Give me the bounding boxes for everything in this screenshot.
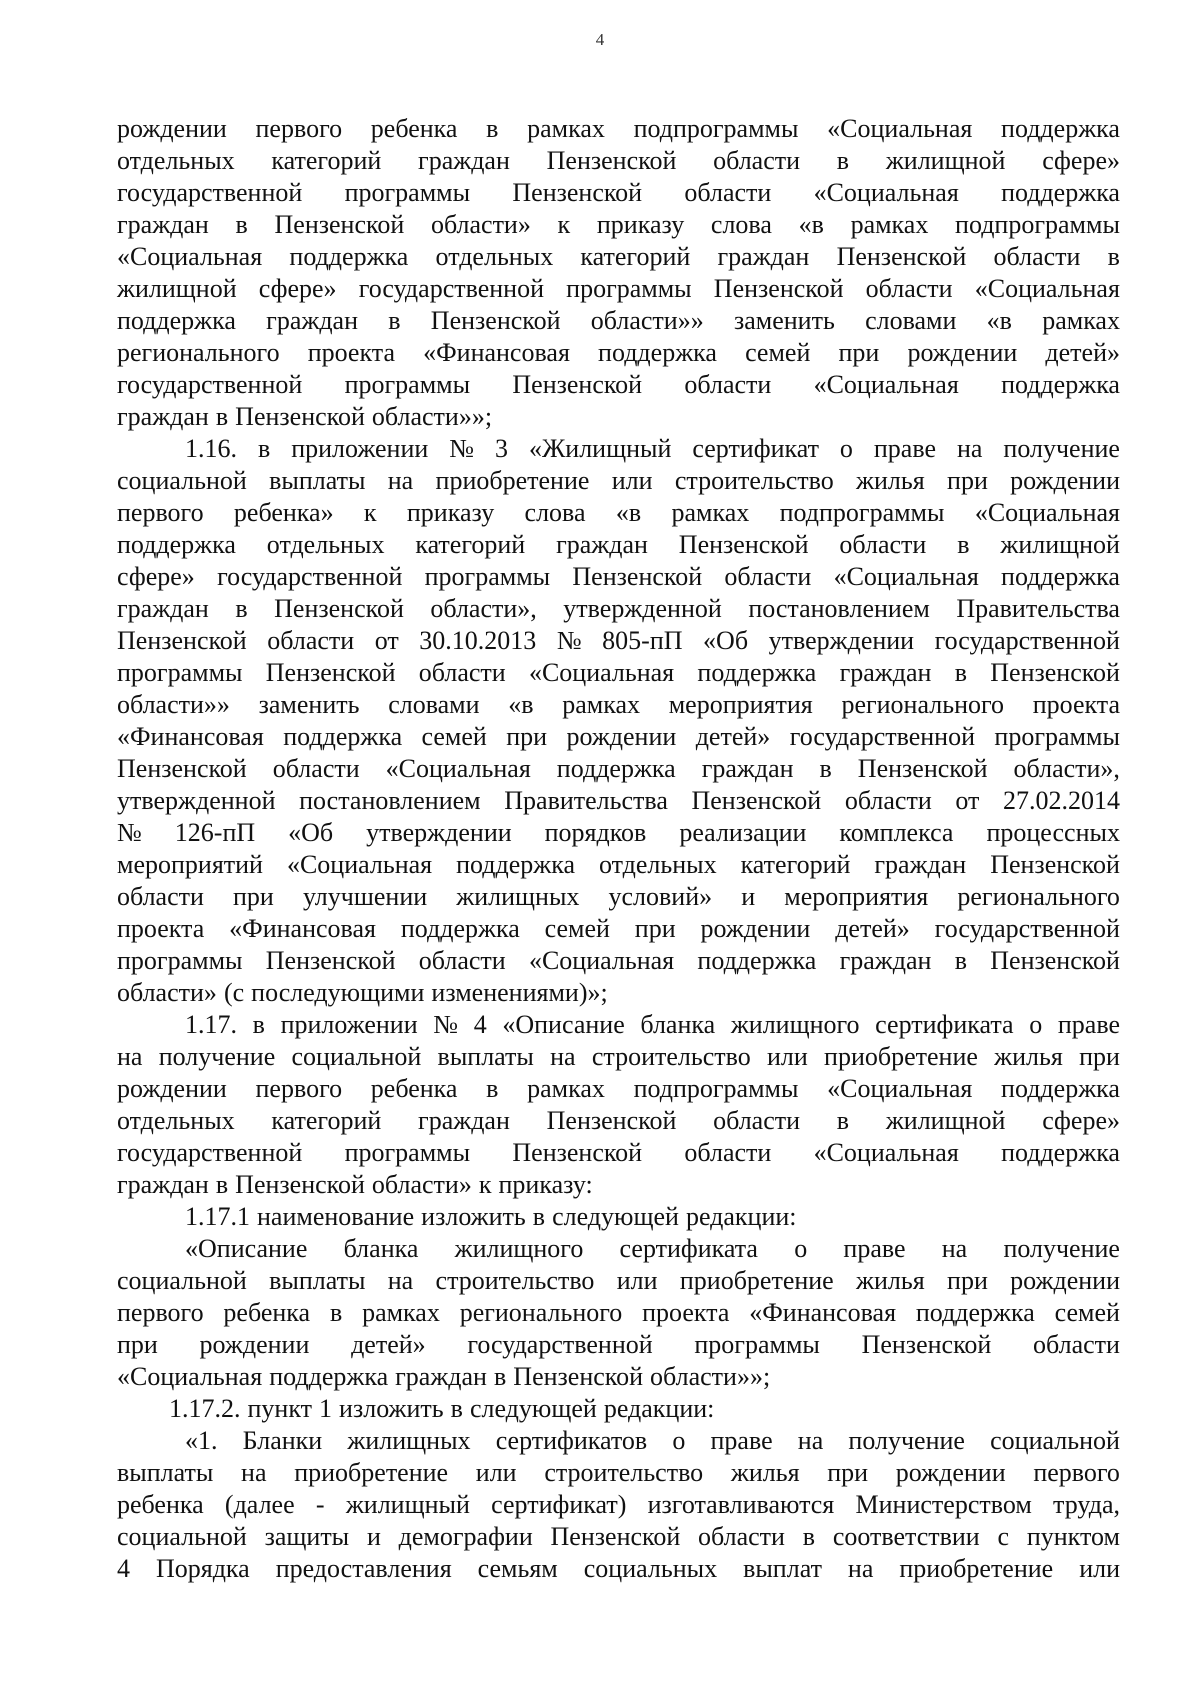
text-line: выплаты на приобретение или строительство жилья при рождении первого [117, 1458, 1120, 1487]
text-line: социальной выплаты на строительство или приобретение жилья при рождении [117, 1266, 1120, 1295]
text-line: области»» заменить словами «в рамках мероприятия регионального проекта [117, 690, 1120, 719]
text-line: отдельных категорий граждан Пензенской области в жилищной сфере» [117, 146, 1120, 175]
text-line: Пензенской области от 30.10.2013 № 805-пП «Об утверждении государственной [117, 626, 1120, 655]
text-line: мероприятий «Социальная поддержка отдельных категорий граждан Пензенской [117, 850, 1120, 879]
text-line: на получение социальной выплаты на строительство или приобретение жилья при [117, 1042, 1120, 1071]
text-line: социальной выплаты на приобретение или строительство жилья при рождении [117, 466, 1120, 495]
text-line: «Финансовая поддержка семей при рождении детей» государственной программы [117, 722, 1120, 751]
text-line: рождении первого ребенка в рамках подпрограммы «Социальная поддержка [117, 1074, 1120, 1103]
text-line: первого ребенка в рамках регионального проекта «Финансовая поддержка семей [117, 1298, 1120, 1327]
text-line: рождении первого ребенка в рамках подпрограммы «Социальная поддержка [117, 114, 1120, 143]
text-line: программы Пензенской области «Социальная поддержка граждан в Пензенской [117, 658, 1120, 687]
text-line: поддержка граждан в Пензенской области»» заменить словами «в рамках [117, 306, 1120, 335]
page-number: 4 [595, 30, 605, 49]
text-line: Пензенской области «Социальная поддержка граждан в Пензенской области», [117, 754, 1120, 783]
text-line: отдельных категорий граждан Пензенской области в жилищной сфере» [117, 1106, 1120, 1135]
text-line: области» (с последующими изменениями)»; [117, 978, 608, 1007]
document-body [117, 113, 1120, 1585]
text-line: проекта «Финансовая поддержка семей при рождении детей» государственной [117, 914, 1120, 943]
text-line: «1. Бланки жилищных сертификатов о праве на получение социальной [185, 1426, 1120, 1455]
text-line: программы Пензенской области «Социальная поддержка граждан в Пензенской [117, 946, 1120, 975]
text-line: сфере» государственной программы Пензенской области «Социальная поддержка [117, 562, 1120, 591]
text-line: первого ребенка» к приказу слова «в рамках подпрограммы «Социальная [117, 498, 1120, 527]
text-line: граждан в Пензенской области»»; [117, 402, 493, 431]
text-line: № 126-пП «Об утверждении порядков реализации комплекса процессных [117, 818, 1120, 847]
text-line: граждан в Пензенской области», утвержденной постановлением Правительства [117, 594, 1120, 623]
text-line: области при улучшении жилищных условий» и мероприятия регионального [117, 882, 1120, 911]
text-line: поддержка отдельных категорий граждан Пензенской области в жилищной [117, 530, 1120, 559]
text-line: 1.17.1 наименование изложить в следующей редакции: [185, 1202, 797, 1231]
text-line: государственной программы Пензенской области «Социальная поддержка [117, 1138, 1120, 1167]
text-line: «Описание бланка жилищного сертификата о праве на получение [185, 1234, 1120, 1263]
text-line: государственной программы Пензенской области «Социальная поддержка [117, 370, 1120, 399]
text-line: социальной защиты и демографии Пензенской области в соответствии с пунктом [117, 1522, 1120, 1551]
text-line: государственной программы Пензенской области «Социальная поддержка [117, 178, 1120, 207]
text-line: утвержденной постановлением Правительства Пензенской области от 27.02.2014 [117, 786, 1120, 815]
text-line: 1.17. в приложении № 4 «Описание бланка жилищного сертификата о праве [185, 1010, 1120, 1039]
text-line: граждан в Пензенской области» к приказу: [117, 1170, 593, 1199]
text-line: жилищной сфере» государственной программы Пензенской области «Социальная [117, 274, 1120, 303]
text-line: 4 Порядка предоставления семьям социальных выплат на приобретение или [117, 1554, 1120, 1583]
text-line: 1.16. в приложении № 3 «Жилищный сертификат о праве на получение [185, 434, 1120, 463]
text-line: «Социальная поддержка граждан в Пензенской области»»; [117, 1362, 771, 1391]
text-line: ребенка (далее - жилищный сертификат) изготавливаются Министерством труда, [117, 1490, 1120, 1519]
text-line: регионального проекта «Финансовая поддержка семей при рождении детей» [117, 338, 1120, 367]
text-line: граждан в Пензенской области» к приказу слова «в рамках подпрограммы [117, 210, 1120, 239]
text-line: 1.17.2. пункт 1 изложить в следующей редакции: [169, 1394, 715, 1423]
text-line: при рождении детей» государственной программы Пензенской области [117, 1330, 1120, 1359]
text-line: «Социальная поддержка отдельных категорий граждан Пензенской области в [117, 242, 1120, 271]
